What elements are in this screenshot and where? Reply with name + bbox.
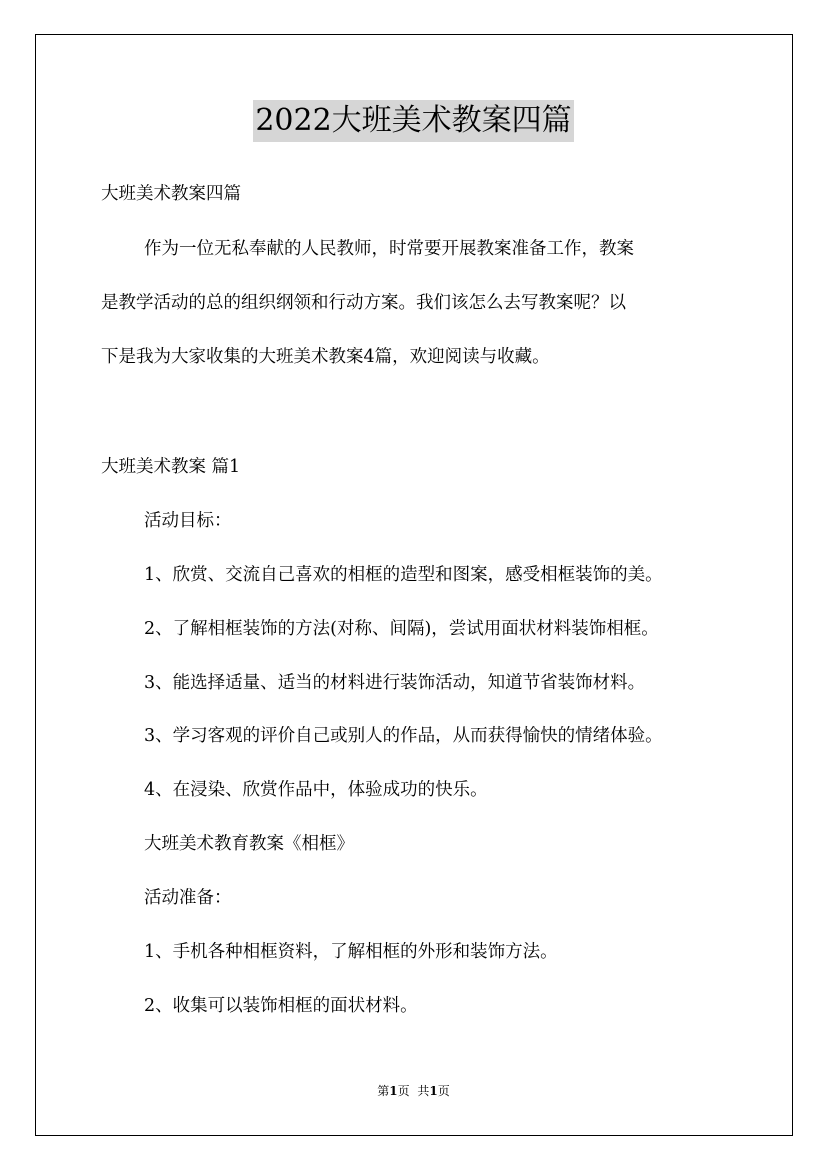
document-title: 2022大班美术教案四篇 [253,100,573,142]
goal-item-3: 3、能选择适量、适当的材料进行装饰活动，知道节省装饰材料。 [144,673,646,693]
intro-line-2: 是教学活动的总的组织纲领和行动方案。我们该怎么去写教案呢？以 [101,293,626,313]
preparation-item-2: 2、收集可以装饰相框的面状材料。 [144,996,418,1016]
footer-page-prefix: 第 [377,1084,390,1098]
preparation-heading: 活动准备： [144,888,232,908]
goal-item-2: 2、了解相框装饰的方法(对称、间隔)，尝试用面状材料装饰相框。 [144,619,659,639]
intro-line-1: 作为一位无私奉献的人民教师，时常要开展教案准备工作，教案 [144,239,634,259]
page-footer [0,1083,827,1099]
title-wrap [0,100,827,142]
goal-item-5: 4、在浸染、欣赏作品中，体验成功的快乐。 [144,780,488,800]
footer-total-suffix: 页 [437,1084,450,1098]
intro-line-3: 下是我为大家收集的大班美术教案4篇，欢迎阅读与收藏。 [101,347,550,367]
section-heading: 大班美术教案 篇1 [101,457,241,477]
footer-total-prefix: 共 [417,1084,430,1098]
goals-heading: 活动目标： [144,511,232,531]
doc-heading: 大班美术教案四篇 [101,184,241,204]
lesson-title: 大班美术教育教案《相框》 [144,834,354,854]
preparation-item-1: 1、手机各种相框资料，了解相框的外形和装饰方法。 [144,942,558,962]
goal-item-1: 1、欣赏、交流自己喜欢的相框的造型和图案，感受相框装饰的美。 [144,565,663,585]
goal-item-4: 3、学习客观的评价自己或别人的作品，从而获得愉快的情绪体验。 [144,726,663,746]
footer-page-number: 1 [389,1084,398,1098]
footer-page-suffix: 页 [397,1084,410,1098]
footer-total-number: 1 [429,1084,438,1098]
